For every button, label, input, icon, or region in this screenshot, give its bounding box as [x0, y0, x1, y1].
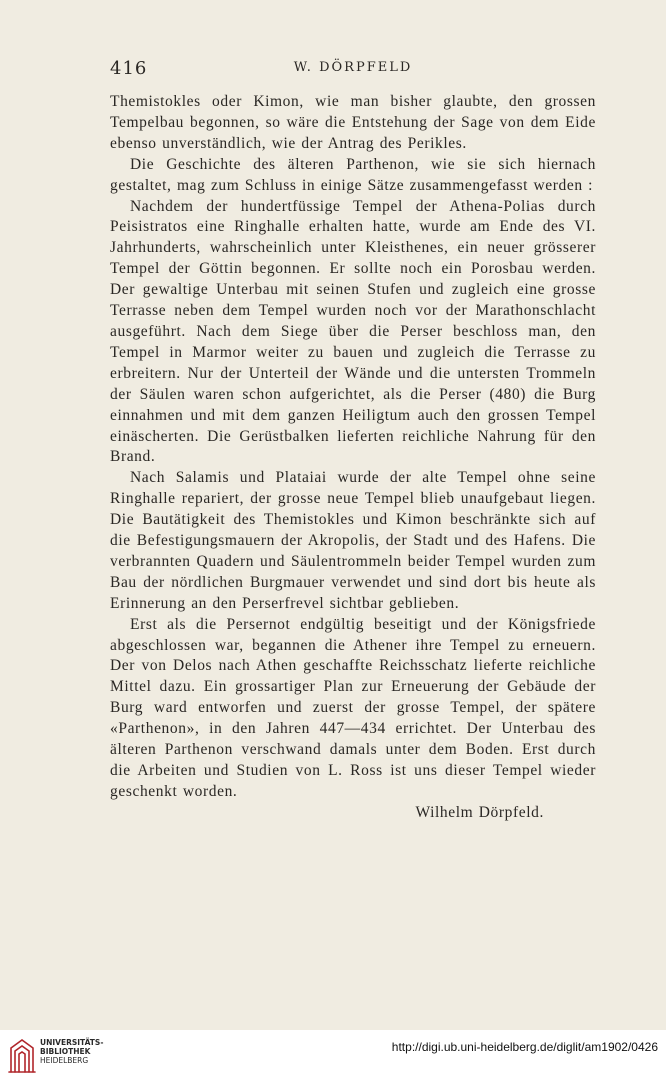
paragraph: Erst als die Persernot endgültig beseitigt und der Königsfriede abgeschlossen war, begannen die Athener ihre Tempel zu erneuern. Der von Delos nach Athen geschaffte Reichsschatz lieferte reichliche Mittel dazu. Ein grossartiger Plan zur Erneuerung der Gebäude der Burg ward entworfen und zuerst der grosse Tempel, der spätere «Parthenon», in den Jahren 447—434 errichtet. Der Unterbau des älteren Parthenon verschwand damals unter dem Boden. Erst durch die Arbeiten und Studien von L. Ross ist uns dieser Tempel wieder geschenkt worden. — [110, 615, 596, 800]
library-footer — [0, 1030, 666, 1079]
library-name — [40, 1038, 103, 1065]
page-header — [110, 58, 596, 82]
author-signature: Wilhelm Dörpfeld. — [415, 803, 544, 821]
library-name-line: HEIDELBERG — [40, 1056, 89, 1065]
library-name-line: UNIVERSITÄTS- — [40, 1038, 104, 1047]
source-url-link[interactable]: http://digi.ub.uni-heidelberg.de/diglit/am1902/0426 — [391, 1040, 658, 1054]
paragraph: Themistokles oder Kimon, wie man bisher glaubte, den grossen Tempelbau begonnen, so wäre die Entstehung der Sage von dem Eide ebenso unverständlich, wie der Antrag des Perikles. — [110, 93, 596, 152]
body-text — [110, 92, 596, 824]
running-head: W. DÖRPFELD — [293, 60, 413, 75]
paragraph: Nachdem der hundertfüssige Tempel der Athena-Polias durch Peisistratos eine Ringhalle erhalten hatte, wurde am Ende des VI. Jahrhunderts, wahrscheinlich unter Kleisthenes, ein neuer grösserer Tempel der Göttin begonnen. Er sollte noch ein Porosbau werden. Der gewaltige Unterbau mit seinen Stufen und zugleich eine grosse Terrasse neben dem Tempel wurden noch vor der Marathonschlacht ausgeführt. Nach dem Siege über die Perser beschloss man, den Tempel in Marmor weiter zu bauen und zugleich die Terrasse zu erbreitern. Nur der Unterteil der Wände und die untersten Trommeln der Säulen waren schon aufgerichtet, als die Perser (480) die Burg einnahmen und mit dem ganzen Heiligtum auch den grossen Tempel einäscherten. Die Gerüstbalken lieferten reichliche Nahrung für den Brand. — [110, 197, 596, 466]
library-name-line: BIBLIOTHEK — [40, 1047, 91, 1056]
paragraph: Nach Salamis und Plataiai wurde der alte Tempel ohne seine Ringhalle repariert, der grosse neue Tempel blieb unaufgebaut liegen. Die Bautätigkeit des Themistokles und Kimon beschränkte sich auf die Befestigungsmauern der Akropolis, der Stadt und des Hafens. Die verbrannten Quadern und Säulentrommeln beider Tempel wurden zum Bau der nördlichen Burgmauer verwendet und sind dort bis heute als Erinnerung an den Perserfrevel sichtbar geblieben. — [110, 469, 596, 612]
paragraph: Die Geschichte des älteren Parthenon, wie sie sich hiernach gestaltet, mag zum Schluss in einige Sätze zusammengefasst werden : — [110, 155, 596, 194]
library-logo-icon — [6, 1036, 38, 1076]
page-number: 416 — [110, 58, 148, 79]
